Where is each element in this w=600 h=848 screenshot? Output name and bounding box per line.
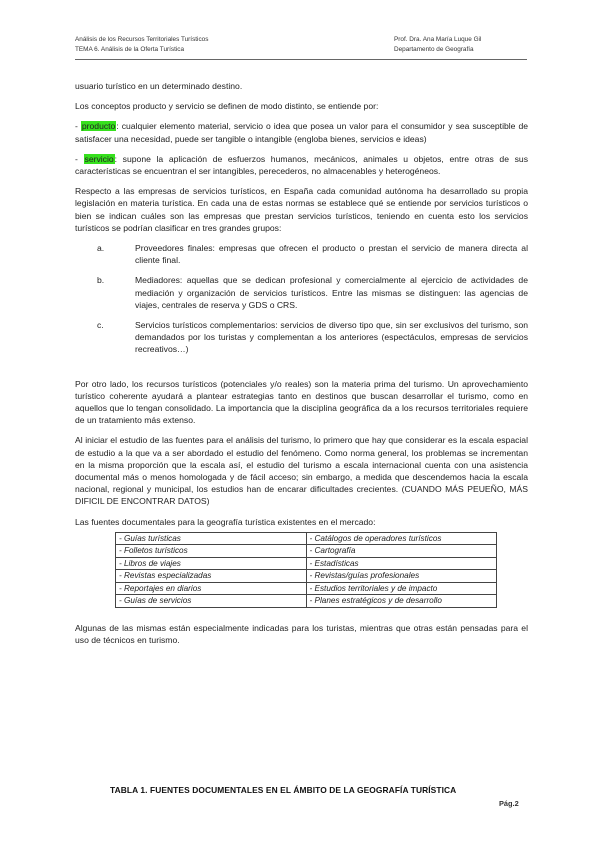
dash: - xyxy=(75,153,84,164)
highlighted-term-servicio: servicio xyxy=(84,153,114,164)
paragraph: Al iniciar el estudio de las fuentes para el análisis del turismo, lo primero que hay que considerar es la escala espacial de estudio a la que va a ser abordado el estudio del fenómeno. Como norma general, los problemas se incrementan en la misma proporción que la escala así, el estudio del turismo a escala internacional cuenta con una asistencia documental más o menos homologada y de fácil acceso; sin embargo, a medida que descendemos hacia la escala nacional, regional y municipal, los estudios han de encarar dificultades crecientes. (CUANDO MÁS PEUEÑO, MÁS DIFICIL DE ENCONTRAR DATOS) xyxy=(75,435,528,507)
table-cell: - Cartografía xyxy=(306,545,497,558)
list-item-text: Mediadores: aquellas que se dedican profesional y comercialmente al ejercicio de actividades de mediación y organización de servicios turísticos. Entre las mismas se distinguen: las agencias de viajes, centrales de reserva y GDS o CRS. xyxy=(135,275,528,310)
dash: - xyxy=(75,121,81,132)
document-body xyxy=(75,80,528,654)
definition-servicio xyxy=(75,153,528,177)
paragraph: Algunas de las mismas están especialmente indicadas para los turistas, mientras que otras están pensadas para el uso de técnicos en turismo. xyxy=(75,622,528,646)
table-cell: - Reportajes en diarios xyxy=(116,582,307,595)
paragraph: Las fuentes documentales para la geografía turística existentes en el mercado: xyxy=(75,516,376,527)
header-right xyxy=(394,35,481,55)
table-caption: TABLA 1. FUENTES DOCUMENTALES EN EL ÁMBITO DE LA GEOGRAFÍA TURÍSTICA xyxy=(110,785,457,795)
table-row xyxy=(116,545,497,558)
table-cell: - Estadísticas xyxy=(306,557,497,570)
definition-producto xyxy=(75,120,528,144)
table-cell: - Guías turísticas xyxy=(116,532,307,545)
definition-text: : cualquier elemento material, servicio o idea que posea un valor para el consumidor y sea susceptible de satisfacer una necesidad, puede ser tangible o intangible (engloba bienes, servicios e ideas) xyxy=(75,121,528,144)
header-professor: Prof. Dra. Ana María Luque Gil xyxy=(394,36,482,43)
list-item xyxy=(75,242,528,266)
table-row xyxy=(116,557,497,570)
list-item xyxy=(75,274,528,311)
table-row xyxy=(116,532,497,545)
list-marker: a. xyxy=(97,243,105,254)
list-marker: c. xyxy=(97,320,104,331)
list-item-text: Servicios turísticos complementarios: servicios de diverso tipo que, sin ser exclusivos del turismo, son demandados por los turistas y complementan a los anteriores (espectáculos, empresas de servicios recreativos…) xyxy=(135,320,528,355)
list-marker: b. xyxy=(97,275,105,286)
table-cell: - Planes estratégicos y de desarrollo xyxy=(306,595,497,608)
table-cell: - Catálogos de operadores turísticos xyxy=(306,532,497,545)
header-divider xyxy=(75,59,527,60)
paragraph: usuario turístico en un determinado destino. xyxy=(75,81,243,91)
header-topic-title: TEMA 6. Análisis de la Oferta Turística xyxy=(75,46,185,53)
table-row xyxy=(116,595,497,608)
table-cell: - Estudios territoriales y de impacto xyxy=(306,582,497,595)
paragraph: Respecto a las empresas de servicios turísticos, en España cada comunidad autónoma ha desarrollado su propia legislación en materia turística. En cada una de estas normas se establece qué se entiende por servicios turísticos o bien se indican cuáles son las empresas que prestan servicios turísticos, teniendo en cuenta esto los servicios turísticos se podrían clasificar en tres grandes grupos: xyxy=(75,186,528,233)
highlighted-term-producto: producto xyxy=(81,121,116,132)
page-number: Pág.2 xyxy=(499,799,519,808)
list-item-text: Proveedores finales: empresas que ofrecen el producto o prestan el servicio de manera directa al cliente final. xyxy=(135,243,528,266)
table-cell: - Libros de viajes xyxy=(116,557,307,570)
table-cell: - Folletos turísticos xyxy=(116,545,307,558)
definition-text: : supone la aplicación de esfuerzos humanos, mecánicos, animales u objetos, entre otras de sus características se encuentran el ser intangibles, perecederos, no almacenables y heterogéneos. xyxy=(75,153,529,177)
table-row xyxy=(116,570,497,583)
table-cell: - Guías de servicios xyxy=(116,595,307,608)
service-groups-list xyxy=(75,242,528,356)
header-course-title: Análisis de los Recursos Territoriales Turísticos xyxy=(75,36,209,43)
table-cell: - Revistas especializadas xyxy=(116,570,307,583)
paragraph: Los conceptos producto y servicio se definen de modo distinto, se entiende por: xyxy=(75,101,379,112)
sources-table xyxy=(115,532,497,608)
table-row xyxy=(116,582,497,595)
table-cell: - Revistas/guías profesionales xyxy=(306,570,497,583)
header-department: Departamento de Geografía xyxy=(394,46,474,53)
header-left xyxy=(75,35,208,55)
paragraph: Por otro lado, los recursos turísticos (potenciales y/o reales) son la materia prima del turismo. Un aprovechamiento turístico coherente ayudará a plantear estrategias tanto en destinos que buscan desarrollar el turismo, como en aquellos que lo tengan consolidado. La importancia que la disciplina geográfica da a los recursos territoriales requiere de un tratamiento más extenso. xyxy=(75,378,528,426)
list-item xyxy=(75,319,528,356)
